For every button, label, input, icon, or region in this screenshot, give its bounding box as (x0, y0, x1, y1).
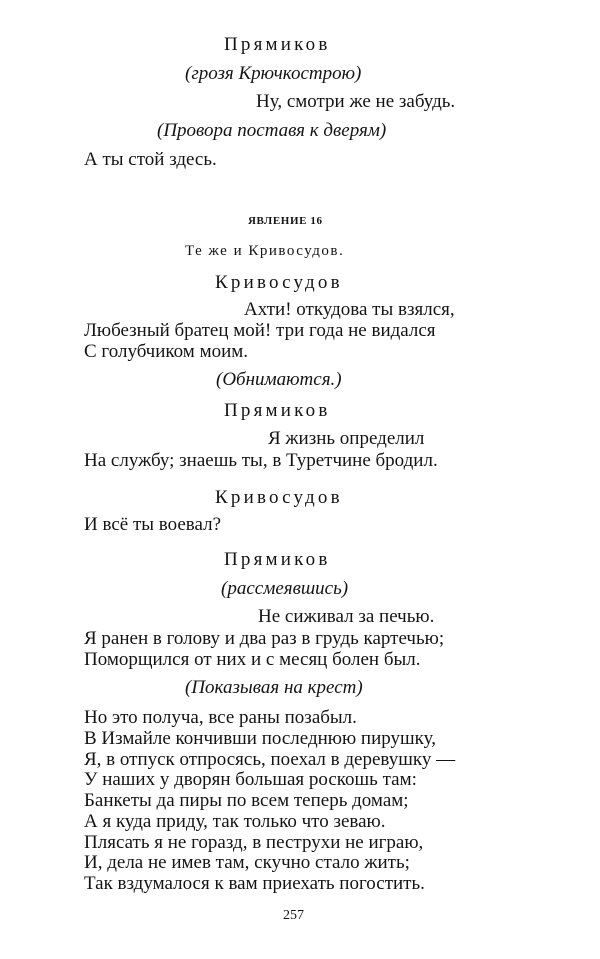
stage-direction: (Показывая на крест) (185, 677, 363, 698)
stage-direction: (Обнимаются.) (216, 369, 342, 390)
stage-direction: (грозя Крючкострою) (185, 63, 362, 84)
scene-heading: ЯВЛЕНИЕ 16 (248, 215, 323, 227)
speaker-line: Прямиков (224, 34, 331, 55)
verse-line: В Измайле кончивши последнюю пирушку, (84, 728, 436, 749)
speaker-line: Кривосудов (215, 272, 343, 293)
verse-line: И, дела не имев там, скучно стало жить; (84, 852, 410, 873)
speaker-line: Кривосудов (215, 487, 343, 508)
verse-line: Плясать я не горазд, в пеструхи не играю, (84, 832, 424, 853)
verse-line: И всё ты воевал? (84, 514, 222, 535)
verse-line: Я жизнь определил (268, 428, 425, 449)
verse-line: А я куда приду, так только что зеваю. (84, 811, 386, 832)
verse-line: Я, в отпуск отпросясь, поехал в деревушку — (84, 749, 456, 770)
speaker-line: Прямиков (224, 549, 331, 570)
verse-line: Банкеты да пиры по всем теперь домам; (84, 790, 409, 811)
speaker-line: Прямиков (224, 400, 331, 421)
verse-line: Любезный братец мой! три года не видался (84, 320, 436, 341)
verse-line: А ты стой здесь. (84, 149, 217, 170)
verse-line: Поморщился от них и с месяц болен был. (84, 649, 421, 670)
verse-line: Ахти! откудова ты взялся, (244, 299, 455, 320)
verse-line: У наших у дворян большая роскошь там: (84, 769, 417, 790)
verse-line: Так вздумалося к вам приехать погостить. (84, 873, 425, 894)
verse-line: С голубчиком моим. (84, 341, 249, 362)
verse-line: Но это получа, все раны позабыл. (84, 707, 357, 728)
verse-line: Ну, смотри же не забудь. (256, 91, 456, 112)
verse-line: На службу; знаешь ты, в Туретчине бродил. (84, 450, 438, 471)
page-number: 257 (283, 908, 304, 923)
verse-line: Не сиживал за печью. (258, 606, 435, 627)
verse-line: Я ранен в голову и два раз в грудь картечью; (84, 628, 445, 649)
stage-direction: (рассмеявшись) (221, 578, 349, 599)
stage-direction: (Провора поставя к дверям) (157, 120, 387, 141)
cast-line: Те же и Кривосудов. (185, 243, 345, 259)
